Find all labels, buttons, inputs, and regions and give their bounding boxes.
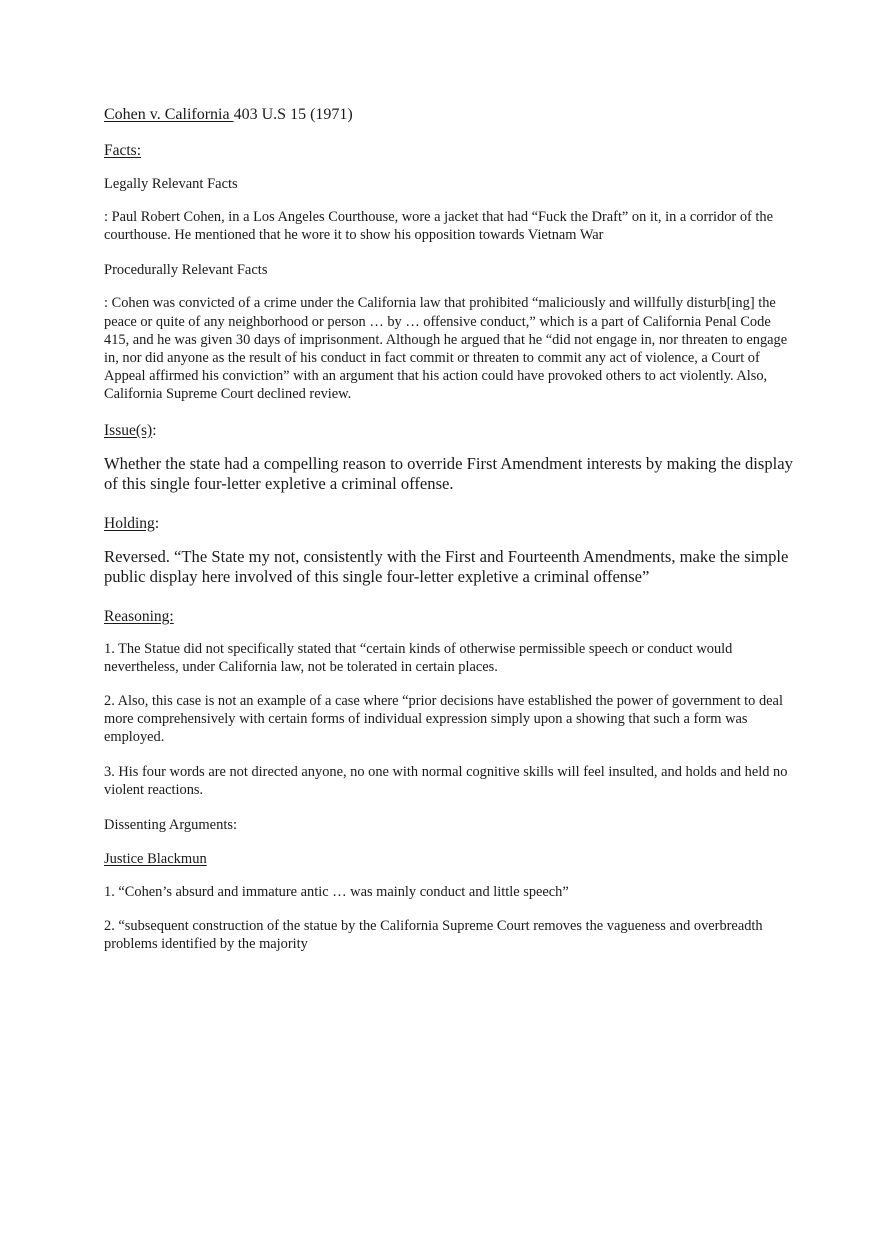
- holding-text: Reversed. “The State my not, consistently with the First and Fourteenth Amendments, make the simple public display here involved of this single four-letter expletive a criminal offense”: [104, 546, 789, 587]
- legal-facts-label: Legally Relevant Facts: [104, 176, 238, 192]
- reasoning-point: 3. His four words are not directed anyone, no one with normal cognitive skills will feel insulted, and holds and held no violent reactions.: [104, 763, 788, 798]
- procedural-facts-label: Procedurally Relevant Facts: [104, 262, 268, 279]
- dissent-heading: Dissenting Arguments:: [104, 817, 238, 834]
- dissent-point: 1. “Cohen’s absurd and immature antic … was mainly conduct and little speech”: [104, 884, 569, 901]
- case-citation: 403 U.S 15 (1971): [233, 106, 353, 123]
- case-name: Cohen v. California: [104, 106, 234, 123]
- dissent-point: 2. “subsequent construction of the statue by the California Supreme Court removes the vagueness and overbreadth problems identified by the majority: [104, 918, 763, 953]
- procedural-facts-text: : Cohen was convicted of a crime under the California law that prohibited “maliciously and willfully disturb[ing] the peace or quite of any neighborhood or person … by … offensive conduct,” which is a part of California Penal Code 415, and he was given 30 days of imprisonment. Although he argued that he “did not engage in, nor threaten to engage in, nor did anyone as the result of his conduct in fact commit or threaten to commit any act of violence, a Court of Appeal affirmed his conviction” with an argument that his action could have provoked others to act violently. Also, California Supreme Court declined review.: [104, 295, 788, 403]
- facts-heading: Facts:: [104, 142, 142, 159]
- reasoning-point: 1. The Statue did not specifically stated that “certain kinds of otherwise permissible speech or conduct would nevertheless, under California law, not be tolerated in certain places.: [104, 640, 733, 675]
- dissent-justice: Justice Blackmun: [104, 851, 207, 868]
- legal-facts-text: : Paul Robert Cohen, in a Los Angeles Courthouse, wore a jacket that had “Fuck the Draft” on it, in a corridor of the courthouse. He mentioned that he wore it to show his opposition towards Vietnam War: [104, 209, 773, 244]
- case-title: [104, 104, 794, 126]
- reasoning-heading: Reasoning:: [104, 607, 174, 625]
- issue-heading: Issue(s):: [104, 421, 157, 439]
- document-page: [104, 104, 794, 970]
- holding-heading: Holding:: [104, 514, 160, 532]
- reasoning-point: 2. Also, this case is not an example of a case where “prior decisions have established the power of government to deal more comprehensively with certain forms of individual expression simply upon a showing that such a form was employed.: [104, 693, 783, 746]
- issue-text: Whether the state had a compelling reason to override First Amendment interests by making the display of this single four-letter expletive a criminal offense.: [104, 453, 793, 494]
